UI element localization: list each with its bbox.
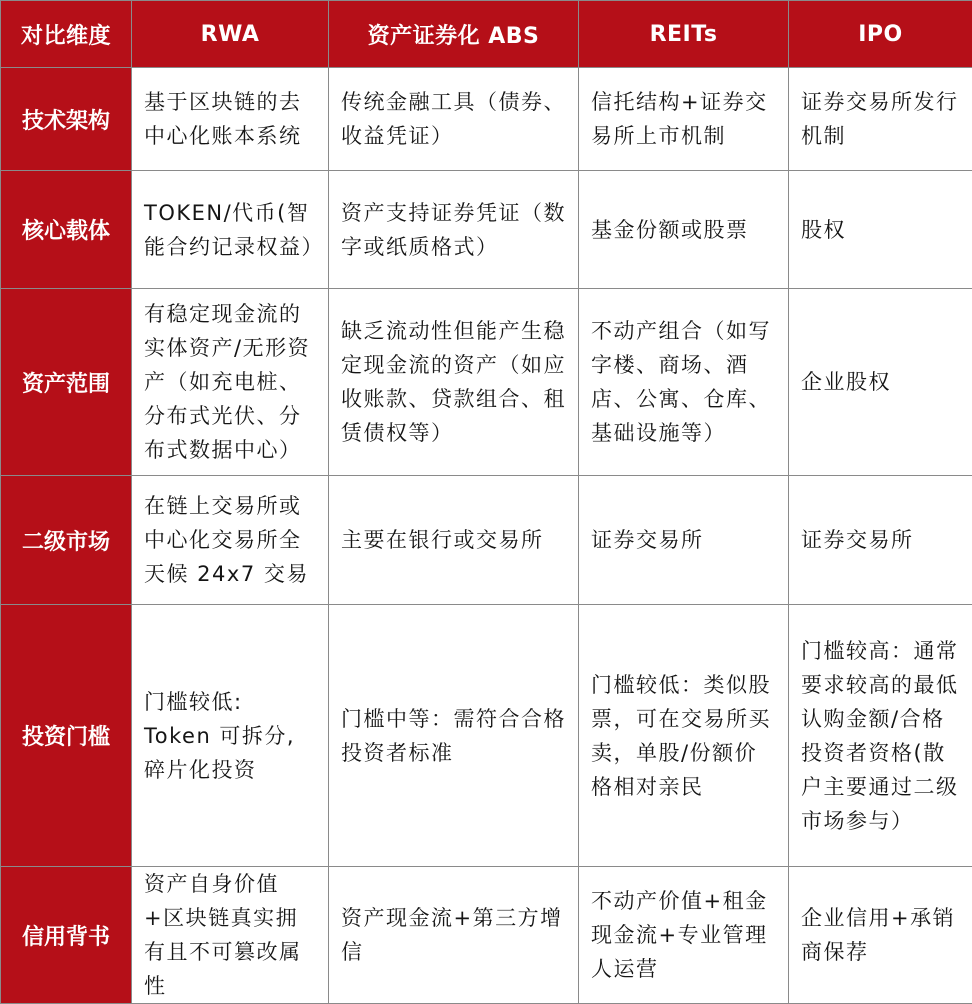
corner-header: 对比维度 xyxy=(1,1,132,68)
table-cell: 资产自身价值+区块链真实拥有且不可篡改属性 xyxy=(132,867,329,1004)
header-row xyxy=(1,1,972,68)
cell-line: Token 可拆分, xyxy=(144,719,316,753)
table-cell xyxy=(132,605,329,867)
table-cell: 证券交易所发行机制 xyxy=(789,68,972,171)
table-cell: 证券交易所 xyxy=(579,476,789,605)
table-cell: 企业信用+承销商保荐 xyxy=(789,867,972,1004)
table-cell: 不动产价值+租金现金流+专业管理人运营 xyxy=(579,867,789,1004)
cell-line: 碎片化投资 xyxy=(144,753,316,787)
table-row xyxy=(1,171,972,289)
row-header: 投资门槛 xyxy=(1,605,132,867)
table-cell: 基于区块链的去中心化账本系统 xyxy=(132,68,329,171)
table-row xyxy=(1,68,972,171)
table-cell: 证券交易所 xyxy=(789,476,972,605)
table-row xyxy=(1,605,972,867)
table-cell: 门槛较高：通常要求较高的最低认购金额/合格投资者资格(散户主要通过二级市场参与） xyxy=(789,605,972,867)
table-row xyxy=(1,867,972,1004)
table-cell: TOKEN/代币(智能合约记录权益） xyxy=(132,171,329,289)
table-cell: 企业股权 xyxy=(789,289,972,476)
row-header: 信用背书 xyxy=(1,867,132,1004)
table-cell: 资产支持证券凭证（数字或纸质格式） xyxy=(329,171,579,289)
table-cell: 缺乏流动性但能产生稳定现金流的资产（如应收账款、贷款组合、租赁债权等） xyxy=(329,289,579,476)
table-cell: 不动产组合（如写字楼、商场、酒店、公寓、仓库、基础设施等） xyxy=(579,289,789,476)
row-header: 技术架构 xyxy=(1,68,132,171)
table-cell: 资产现金流+第三方增信 xyxy=(329,867,579,1004)
column-header-abs: 资产证券化 ABS xyxy=(329,1,579,68)
table-cell: 股权 xyxy=(789,171,972,289)
table-cell: 传统金融工具（债券、收益凭证） xyxy=(329,68,579,171)
table-cell: 有稳定现金流的实体资产/无形资产（如充电桩、分布式光伏、分布式数据中心） xyxy=(132,289,329,476)
row-header: 资产范围 xyxy=(1,289,132,476)
cell-line: 门槛较低: xyxy=(144,685,316,719)
column-header-reits: REITs xyxy=(579,1,789,68)
column-header-rwa: RWA xyxy=(132,1,329,68)
row-header: 核心载体 xyxy=(1,171,132,289)
table-cell: 基金份额或股票 xyxy=(579,171,789,289)
table-cell: 在链上交易所或中心化交易所全天候 24x7 交易 xyxy=(132,476,329,605)
table-row xyxy=(1,476,972,605)
table-cell: 信托结构+证券交易所上市机制 xyxy=(579,68,789,171)
table-cell: 主要在银行或交易所 xyxy=(329,476,579,605)
column-header-ipo: IPO xyxy=(789,1,972,68)
table-cell: 门槛较低：类似股票，可在交易所买卖，单股/份额价格相对亲民 xyxy=(579,605,789,867)
table-row xyxy=(1,289,972,476)
row-header: 二级市场 xyxy=(1,476,132,605)
table-cell: 门槛中等：需符合合格投资者标准 xyxy=(329,605,579,867)
